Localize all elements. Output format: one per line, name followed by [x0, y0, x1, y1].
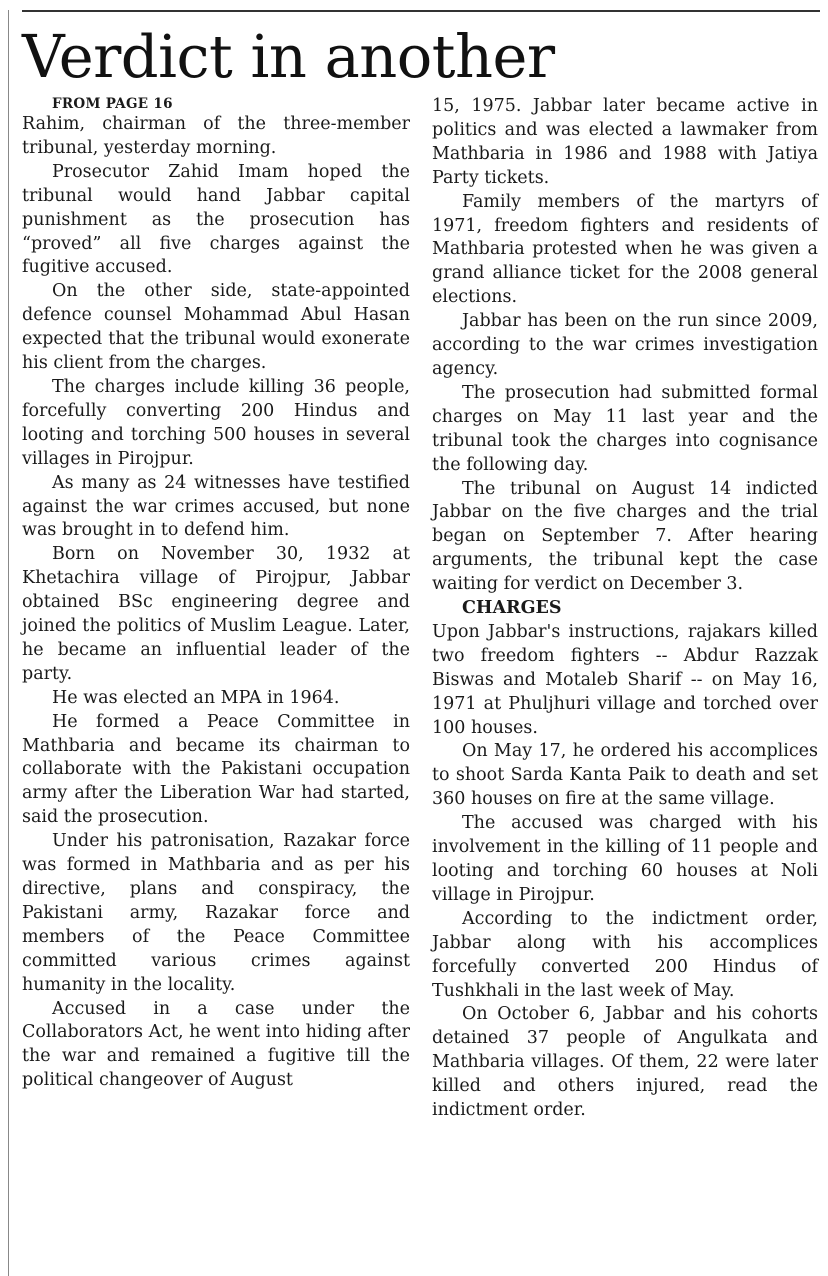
column-rule-left — [8, 10, 9, 1276]
paragraph: According to the indictment order, Jabbar along with his accomplices forcefully converted 200 Hindus of Tushkhali in the last week of May. — [432, 908, 818, 1001]
article-column-left — [22, 96, 410, 1093]
paragraph: Upon Jabbar's instructions, rajakars killed two freedom fighters -- Abdur Razzak Biswas and Motaleb Sharif -- on May 16, 1971 at Phuljhuri village and torched over 100 houses. — [432, 621, 818, 738]
paragraph: He formed a Peace Committee in Mathbaria and became its chairman to collaborate with the Pakistani occupation army after the Liberation War had started, said the prosecution. — [22, 711, 410, 828]
paragraph: Accused in a case under the Collaborators Act, he went into hiding after the war and remained a fugitive till the political changeover of August — [22, 998, 410, 1091]
paragraph: Under his patronisation, Razakar force was formed in Mathbaria and as per his directive, plans and conspiracy, the Pakistani army, Razakar force and members of the Peace Committee committed various crimes against humanity in the locality. — [22, 831, 410, 995]
paragraph: The prosecution had submitted formal charges on May 11 last year and the tribunal took the charges into cognisance the following day. — [432, 382, 818, 475]
paragraph: Rahim, chairman of the three-member tribunal, yesterday morning. — [22, 114, 410, 158]
jump-label: FROM PAGE 16 — [52, 96, 173, 112]
paragraph: Jabbar has been on the run since 2009, according to the war crimes investigation agency. — [432, 311, 818, 379]
paragraph: On October 6, Jabbar and his cohorts detained 37 people of Angulkata and Mathbaria villages. Of them, 22 were later killed and others injured, read the indictment order. — [432, 1004, 818, 1121]
paragraph: The accused was charged with his involvement in the killing of 11 people and looting and torching 60 houses at Noli village in Pirojpur. — [432, 813, 818, 905]
charges-heading: CHARGES — [462, 598, 562, 619]
article-column-right — [432, 95, 818, 1123]
paragraph: As many as 24 witnesses have testified against the war crimes accused, but none was brought in to defend him. — [22, 472, 410, 541]
paragraph: 15, 1975. Jabbar later became active in politics and was elected a lawmaker from Mathbaria in 1986 and 1988 with Jatiya Party tickets. — [432, 96, 818, 188]
paragraph: Prosecutor Zahid Imam hoped the tribunal would hand Jabbar capital punishment as the prosecution has “proved” all five charges against the fugitive accused. — [22, 161, 410, 278]
paragraph: Born on November 30, 1932 at Khetachira village of Pirojpur, Jabbar obtained BSc engineering degree and joined the politics of Muslim League. Later, he became an influential leader of the party. — [22, 544, 410, 684]
paragraph: He was elected an MPA in 1964. — [52, 687, 340, 708]
paragraph: On the other side, state-appointed defence counsel Mohammad Abul Hasan expected that the tribunal would exonerate his client from the charges. — [22, 281, 410, 374]
paragraph: The tribunal on August 14 indicted Jabbar on the five charges and the trial began on September 7. After hearing arguments, the tribunal kept the case waiting for verdict on December 3. — [432, 478, 818, 595]
paragraph: The charges include killing 36 people, forcefully converting 200 Hindus and looting and torching 500 houses in several villages in Pirojpur. — [22, 376, 410, 469]
headline: Verdict in another — [22, 22, 555, 91]
paragraph: On May 17, he ordered his accomplices to shoot Sarda Kanta Paik to death and set 360 houses on fire at the same village. — [432, 741, 818, 810]
paragraph: Family members of the martyrs of 1971, freedom fighters and residents of Mathbaria protested when he was given a grand alliance ticket for the 2008 general elections. — [432, 191, 818, 308]
top-rule — [22, 10, 820, 12]
